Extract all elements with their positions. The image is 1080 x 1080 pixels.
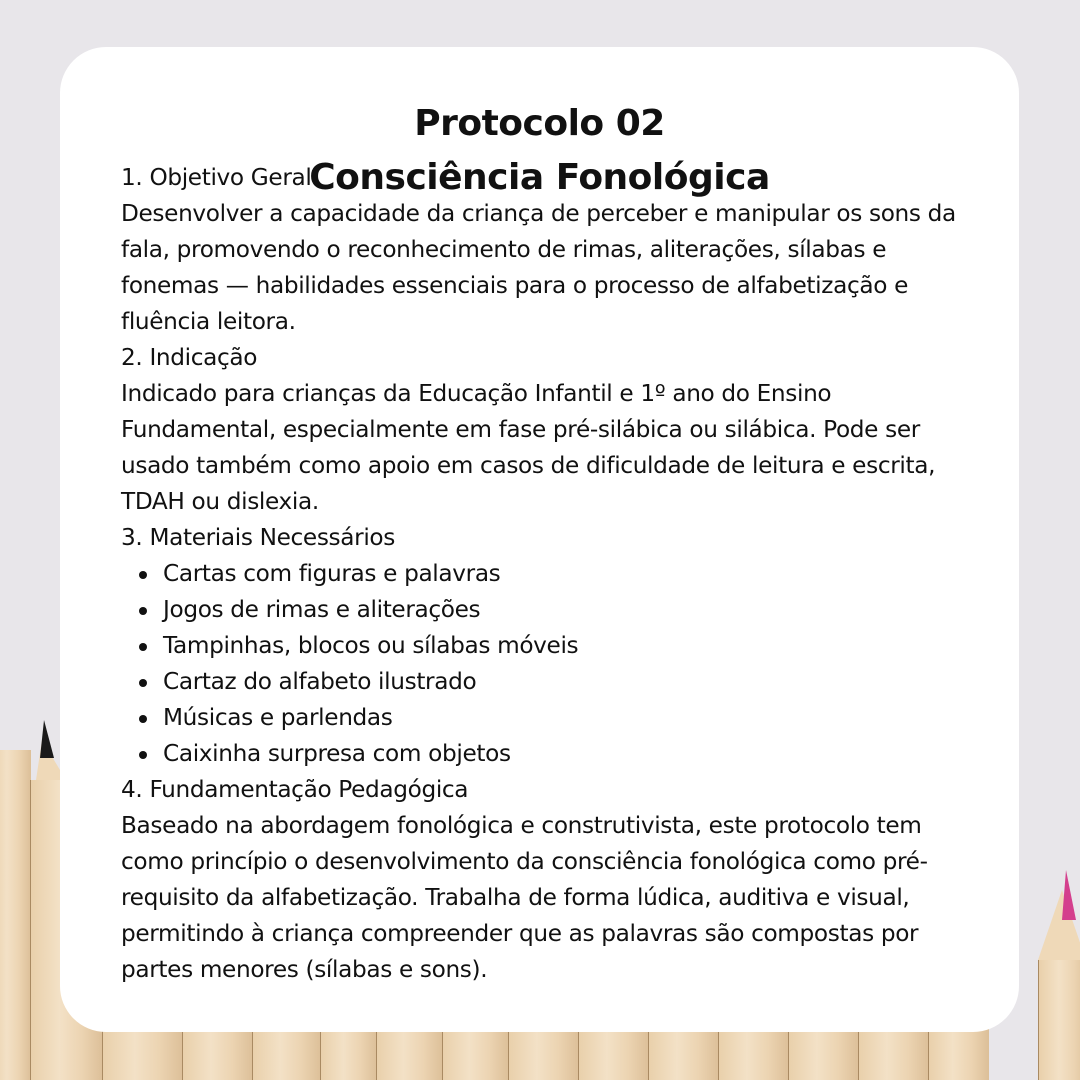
black-pencil-lead — [40, 720, 54, 758]
section-heading: 1. Objetivo Geral — [121, 164, 312, 191]
list-item: Jogos de rimas e aliterações — [163, 592, 971, 628]
section-body: Baseado na abordagem fonológica e construtivista, este protocolo tem como princípio o desenvolvimento da consciência fonológica como pré-requisito da alfabetização. Trabalha de forma lúdica, auditiva e visual, permitindo à criança compreender que as palavras são compostas por partes menores (sílabas e sons). — [121, 812, 928, 983]
materials-list — [121, 556, 971, 772]
title-line-2: Consciência Fonológica — [309, 157, 770, 198]
section-indicacao — [121, 340, 971, 520]
pink-pencil-lead — [1062, 870, 1076, 920]
pencil — [320, 1032, 377, 1080]
list-item: Cartaz do alfabeto ilustrado — [163, 664, 971, 700]
section-body: Indicado para crianças da Educação Infantil e 1º ano do Ensino Fundamental, especialmente em fase pré-silábica ou silábica. Pode ser usado também como apoio em casos de dificuldade de leitura e escrita, TDAH ou dislexia. — [121, 380, 936, 515]
pencil — [648, 1032, 719, 1080]
pencil — [0, 750, 31, 1080]
protocol-content — [121, 160, 971, 988]
list-item: Cartas com figuras e palavras — [163, 556, 971, 592]
pencil — [1038, 960, 1080, 1080]
title-line-1: Protocolo 02 — [414, 103, 665, 144]
list-item: Tampinhas, blocos ou sílabas móveis — [163, 628, 971, 664]
section-fundamentacao — [121, 772, 971, 988]
pencil — [578, 1032, 649, 1080]
pencil — [442, 1032, 509, 1080]
pencil — [718, 1032, 789, 1080]
section-body: Desenvolver a capacidade da criança de perceber e manipular os sons da fala, promovendo o reconhecimento de rimas, aliterações, sílabas e fonemas — habilidades essenciais para o processo de alfabetização e fluência leitora. — [121, 200, 956, 335]
section-materiais — [121, 520, 971, 772]
section-heading: 4. Fundamentação Pedagógica — [121, 776, 469, 803]
pencil — [508, 1032, 579, 1080]
section-heading: 2. Indicação — [121, 344, 258, 371]
section-objetivo-geral — [121, 160, 971, 340]
list-item: Músicas e parlendas — [163, 700, 971, 736]
list-item: Caixinha surpresa com objetos — [163, 736, 971, 772]
section-heading: 3. Materiais Necessários — [121, 524, 395, 551]
pencil — [376, 1032, 443, 1080]
